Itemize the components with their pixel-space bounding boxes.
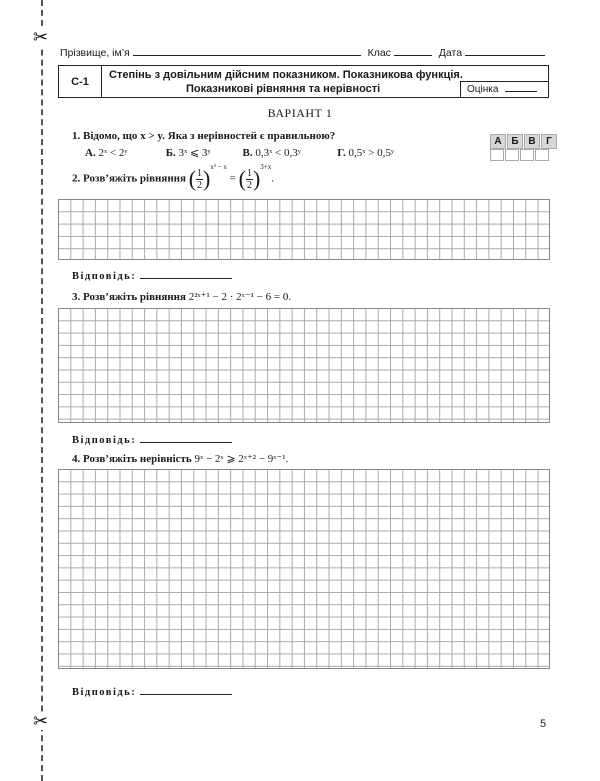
task-1-options xyxy=(85,146,394,159)
task-expression: 9ˣ − 2ˣ ⩾ 2ˣ⁺² − 9ˣ⁻¹. xyxy=(194,453,289,465)
class-label: Клас xyxy=(367,47,391,59)
answer-field[interactable] xyxy=(140,268,232,279)
work-grid-4[interactable] xyxy=(58,469,550,669)
option-expr: 0,5ˣ > 0,5ʸ xyxy=(348,147,395,159)
answer-row-4 xyxy=(72,684,232,698)
task-number: 4. xyxy=(72,453,81,465)
choice-letter: А xyxy=(490,134,506,149)
choice-letter: В xyxy=(524,134,540,149)
answer-row-2 xyxy=(72,268,232,282)
task-text: Розв’яжіть рівняння xyxy=(83,172,186,185)
numerator: 1 xyxy=(197,167,203,179)
date-label: Дата xyxy=(438,47,463,59)
answer-choice-cells xyxy=(490,149,550,161)
work-code: С-1 xyxy=(59,66,102,97)
task-text: Розв’яжіть рівняння xyxy=(83,291,186,303)
task-2: 2. Розв’яжіть рівняння ( $\frac{1}{2}$ )$^{x^2 - x}$ = ( $\frac{1}{2}$ )$^{3+x}$. xyxy=(72,162,274,191)
numerator: 1 xyxy=(246,167,252,179)
exponent: x² − x xyxy=(210,162,227,171)
page-number: 5 xyxy=(540,718,547,730)
grade-cell[interactable] xyxy=(460,81,548,97)
answer-field[interactable] xyxy=(140,432,232,443)
task-1 xyxy=(72,130,335,142)
answer-field[interactable] xyxy=(140,684,232,695)
task-number: 1. xyxy=(72,130,81,142)
choice-cell[interactable] xyxy=(520,149,534,161)
grade-field[interactable] xyxy=(505,83,537,92)
denominator: 2 xyxy=(197,179,203,191)
choice-cell[interactable] xyxy=(505,149,519,161)
option-letter: Г. xyxy=(337,147,346,159)
option-expr: 3ˣ ⩽ 3ʸ xyxy=(178,147,211,159)
surname-label: Прізвище, ім’я xyxy=(60,47,130,59)
scissors-icon: ✂ xyxy=(33,27,49,47)
work-grid-3[interactable] xyxy=(58,308,550,423)
answer-label: Відповідь: xyxy=(72,687,137,698)
option-expr: 0,3ˣ < 0,3ʸ xyxy=(255,147,301,159)
class-field[interactable] xyxy=(394,45,432,56)
task-text: Розв’яжіть нерівність xyxy=(83,453,192,465)
grade-label: Оцінка xyxy=(467,84,499,95)
option-letter: Б. xyxy=(165,147,176,159)
choice-letter: Б xyxy=(507,134,523,149)
option-letter: В. xyxy=(242,147,253,159)
fraction xyxy=(246,168,253,191)
title-line-2: Показникові рівняння та нерівності xyxy=(186,83,381,95)
task-expression: 2²ˣ⁺¹ − 2 · 2ˣ⁻¹ − 6 = 0. xyxy=(188,291,292,303)
exponent: 3+x xyxy=(260,162,272,171)
task-number: 3. xyxy=(72,291,81,303)
student-info-row xyxy=(60,45,545,59)
fraction xyxy=(196,168,203,191)
option-expr: 2ˣ < 2ʸ xyxy=(98,147,128,159)
answer-label: Відповідь: xyxy=(72,271,137,282)
equals-sign: = xyxy=(229,172,236,185)
title-box xyxy=(58,65,549,98)
answer-choice-header xyxy=(490,134,558,149)
choice-cell[interactable] xyxy=(535,149,549,161)
choice-cell[interactable] xyxy=(490,149,504,161)
answer-label: Відповідь: xyxy=(72,435,137,446)
task-text: Відомо, що x > y. Яка з нерівностей є правильною? xyxy=(83,130,336,142)
option-letter: А. xyxy=(85,147,96,159)
task-number: 2. xyxy=(72,172,81,185)
task-4 xyxy=(72,452,288,465)
variant-heading: ВАРІАНТ 1 xyxy=(267,106,333,120)
scissors-icon: ✂ xyxy=(33,711,49,731)
title-line-1: Степінь з довільним дійсним показником. Показникова функція. xyxy=(109,69,463,81)
task-3 xyxy=(72,290,291,303)
work-grid-2[interactable] xyxy=(58,199,550,260)
period: . xyxy=(271,172,274,185)
date-field[interactable] xyxy=(465,45,545,56)
choice-letter: Г xyxy=(541,134,557,149)
surname-field[interactable] xyxy=(133,45,361,56)
denominator: 2 xyxy=(246,179,252,191)
answer-row-3 xyxy=(72,432,232,446)
